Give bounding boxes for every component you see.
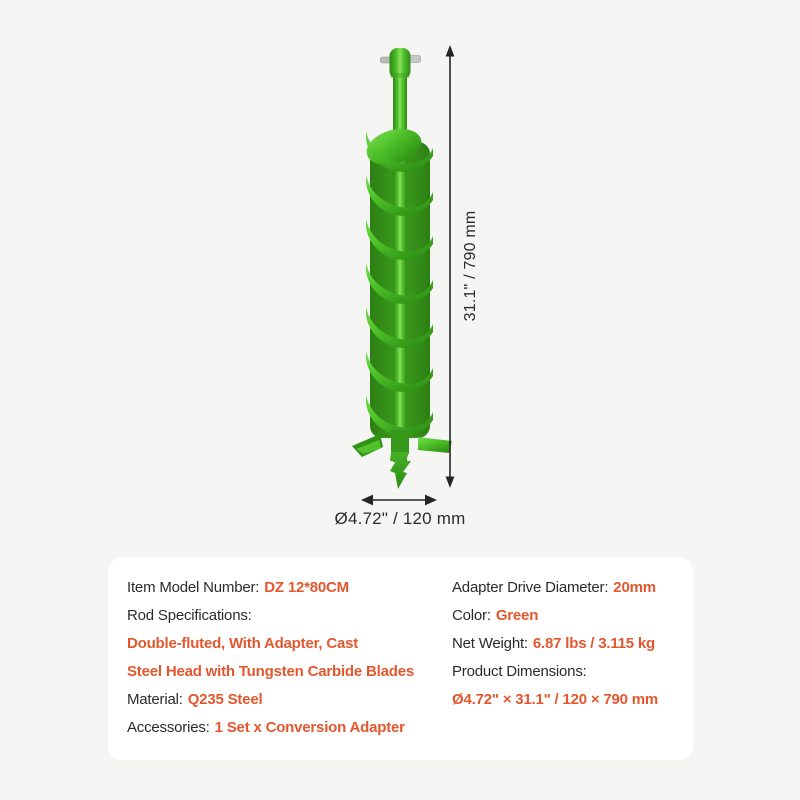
spec-column-right: [452, 574, 658, 714]
spec-label: Material:: [127, 691, 183, 708]
spec-label: Net Weight:: [452, 635, 528, 652]
diameter-dimension-label: Ø4.72" / 120 mm: [334, 509, 466, 528]
spec-value: Steel Head with Tungsten Carbide Blades: [127, 663, 414, 680]
spec-row-color: [452, 602, 658, 630]
height-dimension-arrow: [446, 45, 455, 488]
spec-row-net-weight: [452, 630, 658, 658]
spec-value: Ø4.72" × 31.1" / 120 × 790 mm: [452, 691, 659, 708]
spec-value: Q235 Steel: [187, 691, 263, 708]
spec-label: Color:: [452, 607, 491, 624]
auger-body: [352, 48, 452, 489]
spec-label: Item Model Number:: [127, 579, 260, 596]
spec-row-model: [127, 574, 414, 602]
spec-value: Green: [495, 607, 539, 624]
diameter-dimension-arrow: [361, 495, 437, 506]
spec-label: Accessories:: [127, 719, 210, 736]
spec-label: Product Dimensions:: [452, 663, 587, 680]
spec-column-left: [127, 574, 414, 742]
spec-row-adapter-drive-diameter: [452, 574, 658, 602]
spec-panel: [108, 557, 693, 760]
auger-adapter-cap: [390, 48, 411, 79]
auger-cutting-head: [352, 430, 452, 489]
spec-row-accessories: [127, 714, 414, 742]
auger-point: [390, 452, 411, 489]
spec-row-product-dimensions-value: [452, 686, 658, 714]
spec-value: Double-fluted, With Adapter, Cast: [127, 635, 359, 652]
spec-row-material: [127, 686, 414, 714]
spec-row-rod-specifications: [127, 602, 414, 630]
spec-row-rod-specifications-value-1: [127, 630, 414, 658]
spec-value: 6.87 lbs / 3.115 kg: [532, 635, 656, 652]
auger-shaft: [393, 70, 407, 462]
spec-row-product-dimensions: [452, 658, 658, 686]
spec-value: DZ 12*80CM: [264, 579, 349, 596]
spec-label: Rod Specifications:: [127, 607, 252, 624]
spec-value: 1 Set x Conversion Adapter: [214, 719, 405, 736]
spec-row-rod-specifications-value-2: [127, 658, 414, 686]
spec-value: 20mm: [613, 579, 656, 596]
height-dimension-label: 31.1" / 790 mm: [462, 210, 479, 322]
spec-label: Adapter Drive Diameter:: [452, 579, 609, 596]
